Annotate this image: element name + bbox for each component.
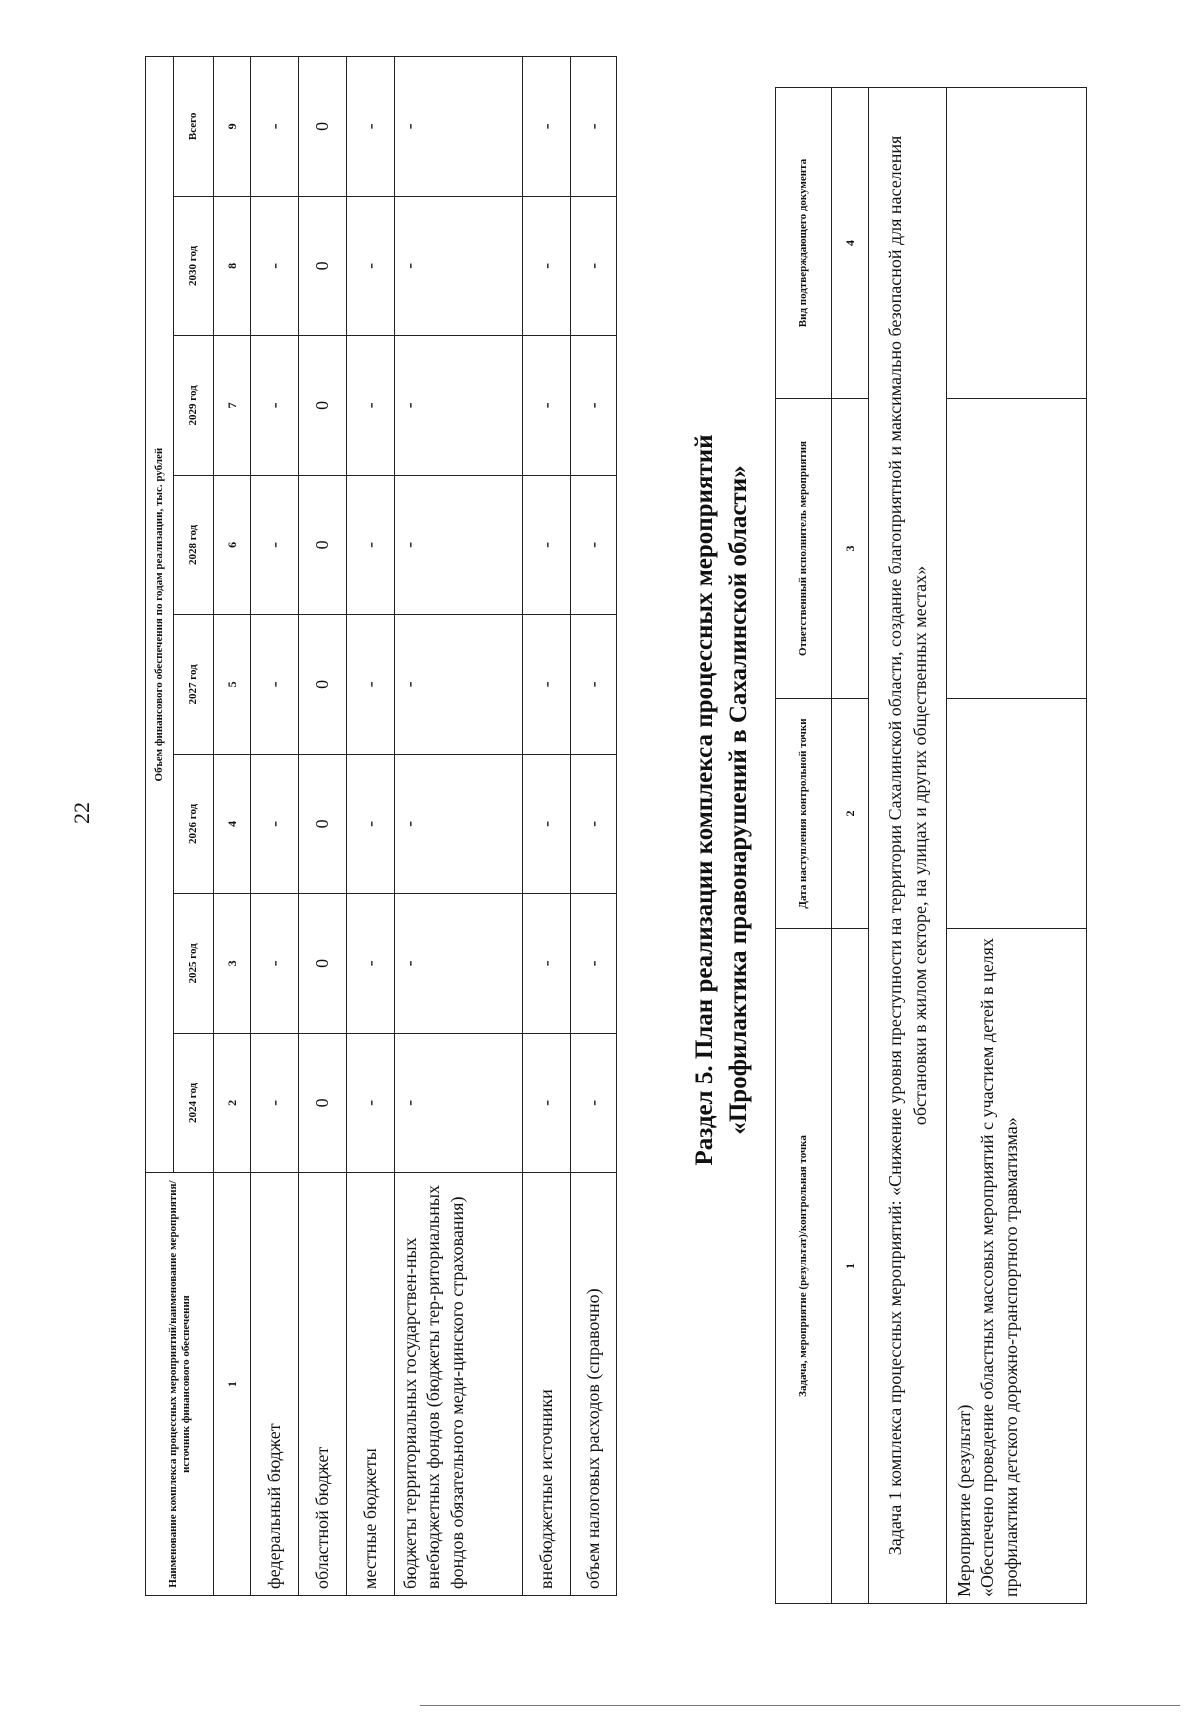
row-name: внебюджетные источники: [523, 1173, 571, 1596]
col-number: 3: [214, 894, 251, 1034]
event-cell: [947, 929, 1087, 1604]
row-value: -: [395, 754, 523, 894]
row-value: -: [571, 1033, 617, 1173]
table-row: [523, 57, 571, 1596]
row-value: -: [347, 475, 395, 615]
row-value: 0: [299, 894, 347, 1034]
row-value: -: [571, 754, 617, 894]
page-number: 22: [69, 802, 94, 824]
row-value: 0: [299, 336, 347, 476]
row-value: -: [523, 1033, 571, 1173]
year-header: 2026 год: [174, 754, 214, 894]
row-value: -: [251, 475, 299, 615]
table-row: [347, 57, 395, 1596]
row-name: бюджеты территориальных государствен-ных внебюджетных фондов (бюджеты тер-риториальных фондов обязательного меди-цинского страхования): [395, 1173, 523, 1596]
row-value: -: [395, 1033, 523, 1173]
row-value: -: [347, 336, 395, 476]
row-value: -: [571, 336, 617, 476]
plan-header: Задача, мероприятие (результат)/контрольная точка: [776, 929, 832, 1604]
col-number: 1: [214, 1173, 251, 1596]
year-header: 2030 год: [174, 196, 214, 336]
row-value: 0: [299, 754, 347, 894]
row-value: -: [251, 894, 299, 1034]
row-value: -: [251, 754, 299, 894]
plan-header: Дата наступления контрольной точки: [776, 699, 832, 929]
table-row: [251, 57, 299, 1596]
row-value: -: [251, 57, 299, 197]
row-value: -: [395, 894, 523, 1034]
row-value: -: [571, 475, 617, 615]
row-value: -: [523, 196, 571, 336]
row-value: -: [523, 615, 571, 755]
row-value: -: [347, 894, 395, 1034]
event-date-cell: [947, 699, 1087, 929]
row-name: областной бюджет: [299, 1173, 347, 1596]
row-value: -: [395, 615, 523, 755]
event-text: «Обеспечено проведение областных массовых мероприятий с участием детей в целях профилактики детского дорожно-транспортного травматизма»: [977, 938, 1021, 1597]
table-row: [869, 88, 947, 1604]
row-value: -: [571, 57, 617, 197]
row-value: -: [251, 196, 299, 336]
row-value: -: [523, 894, 571, 1034]
plan-header: Ответственный исполнитель мероприятия: [776, 399, 832, 699]
row-value: -: [395, 336, 523, 476]
table-row: [299, 57, 347, 1596]
col-number: 2: [214, 1033, 251, 1173]
event-responsible-cell: [947, 399, 1087, 699]
col-number: 4: [214, 754, 251, 894]
col-number: 7: [214, 336, 251, 476]
row-value: -: [347, 615, 395, 755]
row-value: -: [395, 57, 523, 197]
year-header: 2029 год: [174, 336, 214, 476]
row-value: -: [571, 196, 617, 336]
row-name: федеральный бюджет: [251, 1173, 299, 1596]
year-header: 2024 год: [174, 1033, 214, 1173]
task-text: Задача 1 комплекса процессных мероприятий: «Снижение уровня преступности на территории Сахалинской области, создание благоприятной и максимально безопасной для населения обстановки в жилом секторе, на улицах и других общественных местах»: [869, 88, 947, 1604]
row-value: -: [347, 754, 395, 894]
row-value: -: [571, 615, 617, 755]
row-value: -: [251, 615, 299, 755]
row-name: местные бюджеты: [347, 1173, 395, 1596]
col-number: 4: [832, 88, 869, 399]
row-value: 0: [299, 57, 347, 197]
header-group: Объем финансового обеспечения по годам реализации, тыс. рублей: [146, 57, 174, 1173]
plan-table-wrap: [775, 88, 1085, 1604]
year-header: 2027 год: [174, 615, 214, 755]
plan-header: Вид подтверждающего документа: [776, 88, 832, 399]
row-value: 0: [299, 475, 347, 615]
section-title: [688, 340, 756, 1260]
col-number: 9: [214, 57, 251, 197]
table-row: [395, 57, 523, 1596]
row-value: -: [251, 336, 299, 476]
financing-table-wrap: [145, 56, 603, 1596]
financing-table: [145, 56, 617, 1596]
section-title-line2: «Профилактика правонарушений в Сахалинской области»: [724, 465, 752, 1135]
col-number: 1: [832, 929, 869, 1604]
row-name: объем налоговых расходов (справочно): [571, 1173, 617, 1596]
row-value: 0: [299, 196, 347, 336]
col-number: 6: [214, 475, 251, 615]
table-row: [571, 57, 617, 1596]
row-value: -: [571, 894, 617, 1034]
row-value: -: [347, 57, 395, 197]
col-number: 3: [832, 399, 869, 699]
total-header: Всего: [174, 57, 214, 197]
row-value: -: [347, 1033, 395, 1173]
year-header: 2028 год: [174, 475, 214, 615]
col-number: 5: [214, 615, 251, 755]
row-value: 0: [299, 615, 347, 755]
scan-edge-line: [420, 1705, 1180, 1706]
event-label: Мероприятие (результат): [954, 1404, 974, 1597]
row-value: 0: [299, 1033, 347, 1173]
event-document-cell: [947, 88, 1087, 399]
header-name: Наименование комплекса процессных мероприятий/наименование мероприятия/ источник финансового обеспечения: [146, 1173, 214, 1596]
row-value: -: [395, 196, 523, 336]
table-row: [947, 88, 1087, 1604]
col-number: 8: [214, 196, 251, 336]
row-value: -: [251, 1033, 299, 1173]
row-value: -: [523, 475, 571, 615]
row-value: -: [395, 475, 523, 615]
year-header: 2025 год: [174, 894, 214, 1034]
row-value: -: [523, 754, 571, 894]
row-value: -: [523, 336, 571, 476]
row-value: -: [347, 196, 395, 336]
col-number: 2: [832, 699, 869, 929]
section-title-line1: Раздел 5. План реализации комплекса процессных мероприятий: [691, 434, 718, 1166]
plan-table: [775, 87, 1087, 1604]
row-value: -: [523, 57, 571, 197]
